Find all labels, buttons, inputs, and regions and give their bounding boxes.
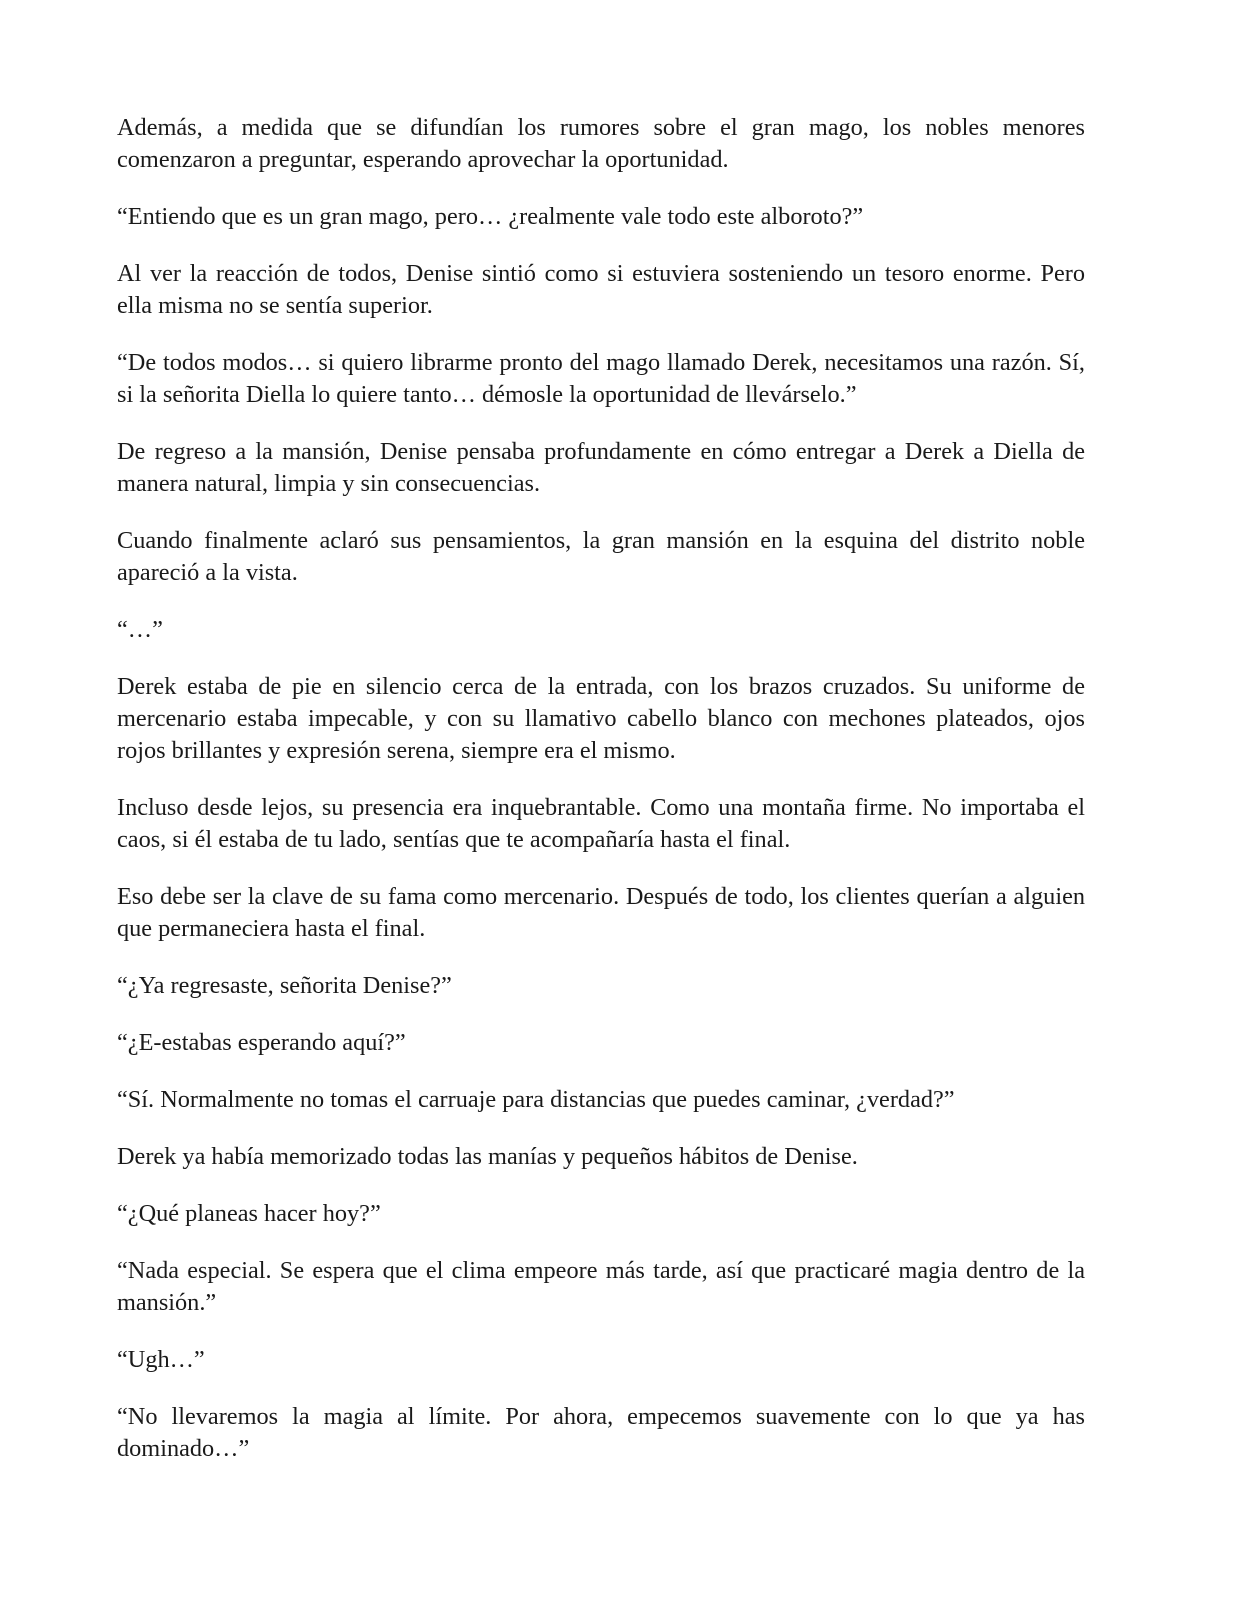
paragraph: Eso debe ser la clave de su fama como mercenario. Después de todo, los clientes querían a alguien que permaneciera hasta el final. — [117, 883, 1085, 942]
paragraph: “¿Ya regresaste, señorita Denise?” — [117, 972, 452, 999]
paragraph: Derek ya había memorizado todas las manías y pequeños hábitos de Denise. — [117, 1143, 858, 1170]
paragraph: “¿Qué planeas hacer hoy?” — [117, 1200, 381, 1227]
paragraph: “Nada especial. Se espera que el clima empeore más tarde, así que practicaré magia dentro de la mansión.” — [117, 1257, 1085, 1316]
paragraph: “…” — [117, 616, 163, 643]
paragraph: Al ver la reacción de todos, Denise sintió como si estuviera sosteniendo un tesoro enorme. Pero ella misma no se sentía superior. — [117, 260, 1085, 319]
paragraph: “No llevaremos la magia al límite. Por ahora, empecemos suavemente con lo que ya has dominado…” — [117, 1403, 1085, 1462]
paragraph: “Ugh…” — [117, 1346, 205, 1373]
paragraph: De regreso a la mansión, Denise pensaba profundamente en cómo entregar a Derek a Diella de manera natural, limpia y sin consecuencias. — [117, 438, 1085, 497]
paragraph: “Sí. Normalmente no tomas el carruaje para distancias que puedes caminar, ¿verdad?” — [117, 1086, 955, 1113]
paragraph: “Entiendo que es un gran mago, pero… ¿realmente vale todo este alboroto?” — [117, 203, 864, 230]
paragraph: Derek estaba de pie en silencio cerca de la entrada, con los brazos cruzados. Su uniforme de mercenario estaba impecable, y con su llamativo cabello blanco con mechones plateados, ojos rojos brillantes y expresión serena, siempre era el mismo. — [117, 673, 1085, 764]
paragraph: “¿E-estabas esperando aquí?” — [117, 1029, 406, 1056]
paragraph: Cuando finalmente aclaró sus pensamientos, la gran mansión en la esquina del distrito noble apareció a la vista. — [117, 527, 1085, 586]
body-text — [117, 112, 1085, 1490]
paragraph: “De todos modos… si quiero librarme pronto del mago llamado Derek, necesitamos una razón. Sí, si la señorita Diella lo quiere tanto… démosle la oportunidad de llevárselo.” — [117, 349, 1085, 408]
paragraph: Incluso desde lejos, su presencia era inquebrantable. Como una montaña firme. No importaba el caos, si él estaba de tu lado, sentías que te acompañaría hasta el final. — [117, 794, 1085, 853]
paragraph: Además, a medida que se difundían los rumores sobre el gran mago, los nobles menores comenzaron a preguntar, esperando aprovechar la oportunidad. — [117, 114, 1085, 173]
